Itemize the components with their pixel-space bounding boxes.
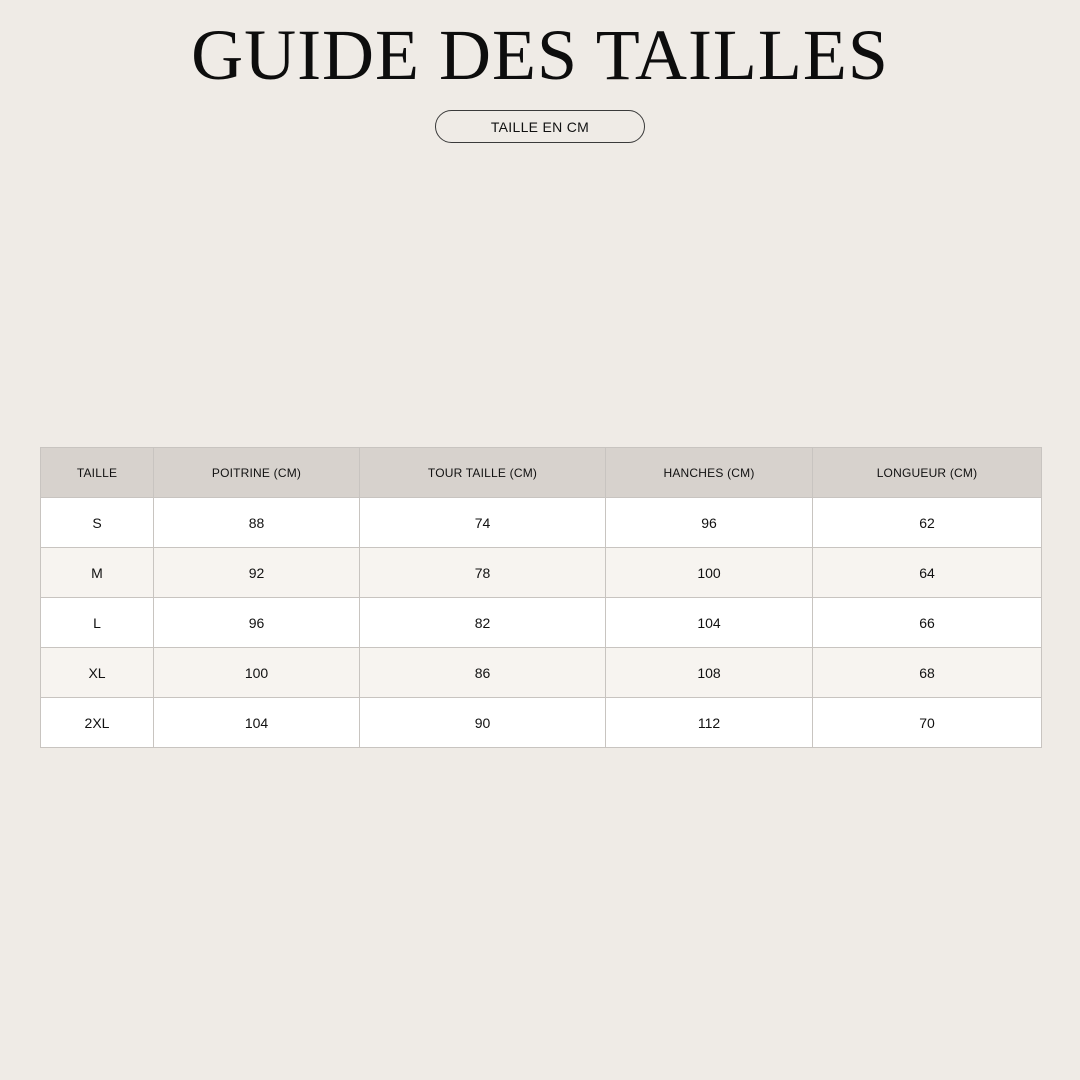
cell-tour-taille: 86 [360, 648, 606, 698]
cell-longueur: 64 [813, 548, 1042, 598]
column-header-poitrine: POITRINE (CM) [154, 448, 360, 498]
cell-poitrine: 96 [154, 598, 360, 648]
page-title: GUIDE DES TAILLES [191, 15, 889, 95]
cell-poitrine: 92 [154, 548, 360, 598]
column-header-hanches: HANCHES (CM) [606, 448, 813, 498]
column-header-taille: TAILLE [41, 448, 154, 498]
table-row [41, 648, 1042, 698]
cell-longueur: 62 [813, 498, 1042, 548]
cell-poitrine: 100 [154, 648, 360, 698]
cell-hanches: 96 [606, 498, 813, 548]
column-header-tour-taille: TOUR TAILLE (CM) [360, 448, 606, 498]
size-table-header [41, 448, 1042, 498]
table-row [41, 598, 1042, 648]
cell-poitrine: 104 [154, 698, 360, 748]
cell-longueur: 70 [813, 698, 1042, 748]
cell-poitrine: 88 [154, 498, 360, 548]
cell-hanches: 108 [606, 648, 813, 698]
cell-size: XL [41, 648, 154, 698]
table-row [41, 498, 1042, 548]
table-row [41, 548, 1042, 598]
size-table [40, 447, 1042, 748]
cell-tour-taille: 74 [360, 498, 606, 548]
cell-hanches: 112 [606, 698, 813, 748]
cell-longueur: 68 [813, 648, 1042, 698]
cell-hanches: 104 [606, 598, 813, 648]
cell-size: L [41, 598, 154, 648]
cell-longueur: 66 [813, 598, 1042, 648]
table-row [41, 698, 1042, 748]
cell-tour-taille: 90 [360, 698, 606, 748]
unit-badge-label: TAILLE EN CM [490, 118, 590, 135]
cell-size: S [41, 498, 154, 548]
header-row [41, 448, 1042, 498]
column-header-longueur: LONGUEUR (CM) [813, 448, 1042, 498]
cell-tour-taille: 78 [360, 548, 606, 598]
cell-tour-taille: 82 [360, 598, 606, 648]
unit-badge [435, 110, 645, 143]
cell-hanches: 100 [606, 548, 813, 598]
cell-size: 2XL [41, 698, 154, 748]
size-table-body [41, 498, 1042, 748]
cell-size: M [41, 548, 154, 598]
